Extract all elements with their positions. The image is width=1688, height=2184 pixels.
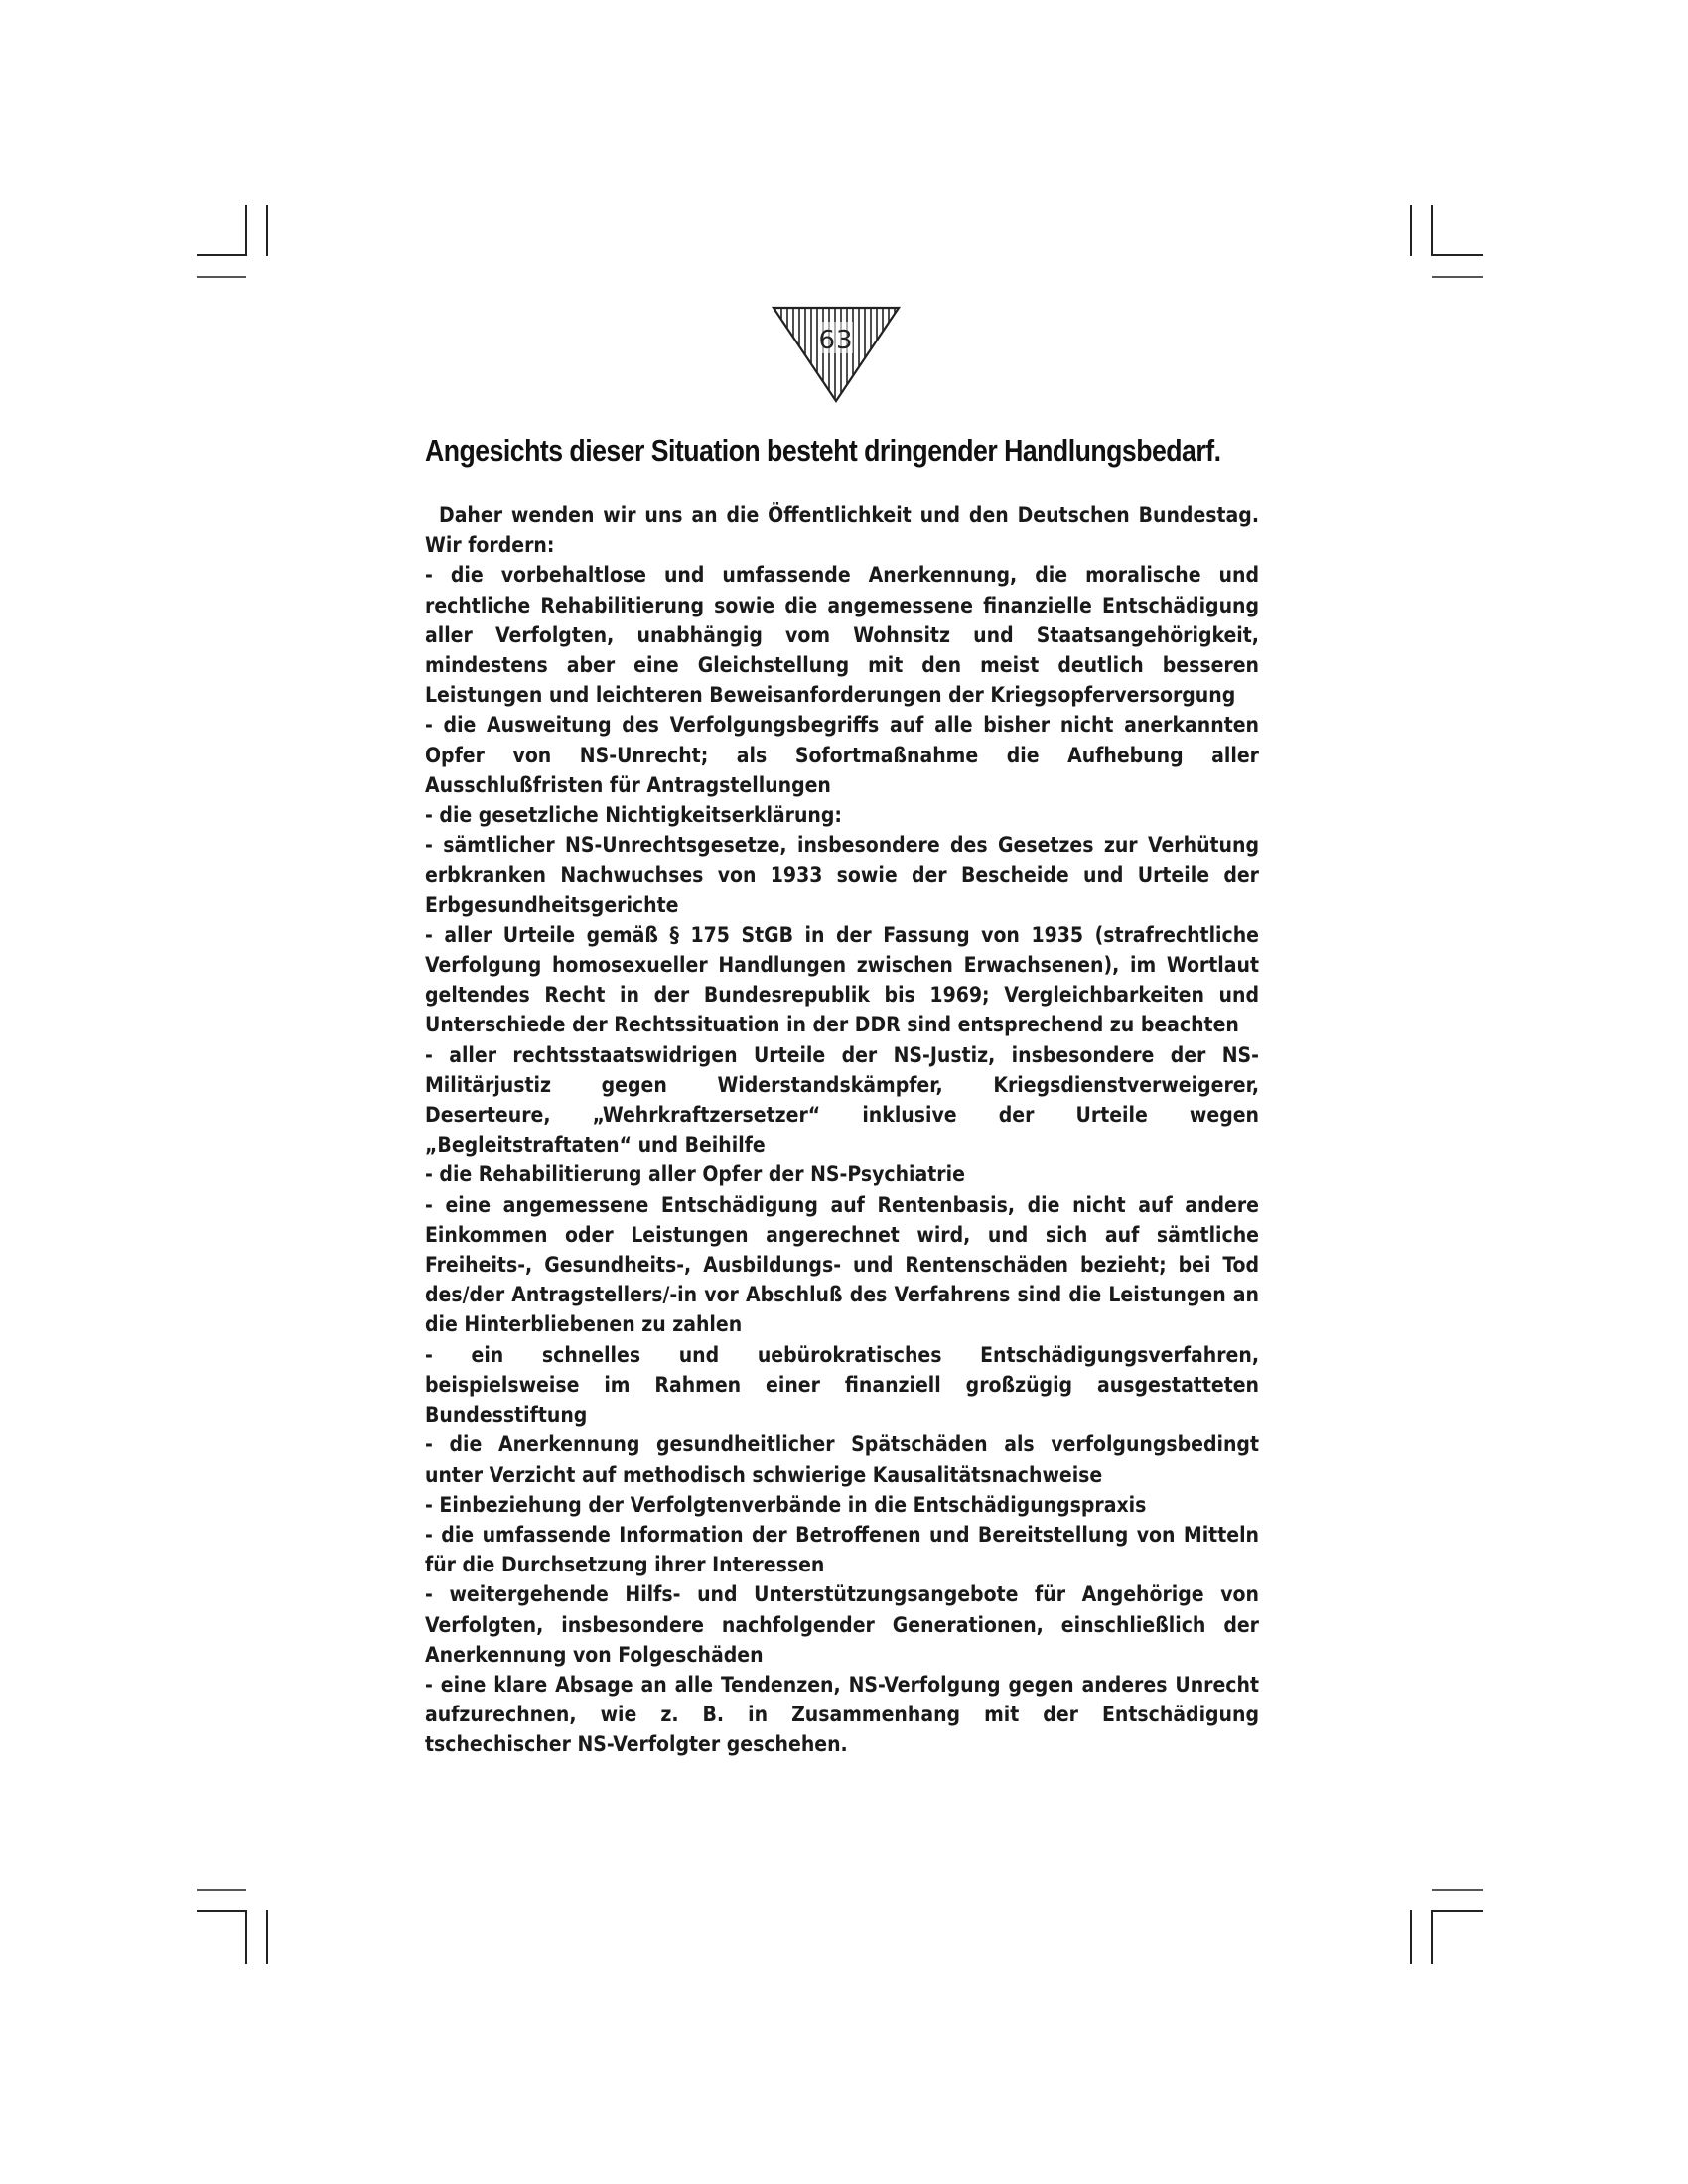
intro-paragraph: Daher wenden wir uns an die Öffentlichkeit und den Deutschen Bundestag. Wir fordern: [425, 503, 1259, 558]
demand-item: - die Anerkennung gesundheitlicher Spätschäden als verfolgungsbedingt unter Verzicht auf methodisch schwierige Kausalitätsnachweise [425, 1433, 1259, 1487]
demand-item: - Einbeziehung der Verfolgtenverbände in die Entschädigungspraxis [425, 1492, 1147, 1517]
crop-mark-top-right-vertical-outer [1431, 205, 1433, 256]
crop-mark-top-right-bleed [1432, 276, 1483, 278]
crop-mark-bottom-left-vertical-outer [245, 1910, 247, 1964]
crop-mark-bottom-left-bleed [197, 1889, 246, 1891]
crop-mark-bottom-right-vertical-inner [1410, 1910, 1412, 1964]
demand-item: - die vorbehaltlose und umfassende Anerkennung, die moralische und rechtliche Rehabilitierung sowie die angemessene finanzielle Entschädigung aller Verfolgten, unabhängig vom Wohnsitz und Staatsangehörigkeit, mindestens aber eine Gleichstellung mit den meist deutlich besseren Leistungen und leichteren Beweisanforderungen der Kriegsopferversorgung [425, 563, 1259, 708]
crop-mark-bottom-right-vertical-outer [1431, 1910, 1433, 1964]
crop-mark-top-left-vertical-inner [266, 205, 268, 256]
demand-item: - die umfassende Information der Betroffenen und Bereitstellung von Mitteln für die Durchsetzung ihrer Interessen [425, 1522, 1259, 1577]
section-heading: Angesichts dieser Situation besteht dringender Handlungsbedarf. [425, 433, 1221, 468]
page-number-badge [772, 306, 901, 403]
crop-mark-top-right-horizontal [1432, 254, 1483, 256]
crop-mark-bottom-right-horizontal [1432, 1910, 1483, 1912]
demand-item: - eine klare Absage an alle Tendenzen, NS-Verfolgung gegen anderes Unrecht aufzurechnen, wie z. B. in Zusammenhang mit der Entschädigung tschechischer NS-Verfolgter geschehen. [425, 1672, 1259, 1757]
body-text [425, 500, 1259, 1760]
crop-mark-bottom-left-horizontal [197, 1910, 246, 1912]
document-body [425, 431, 1259, 1760]
crop-mark-top-left-vertical-outer [245, 205, 247, 256]
demand-item: - ein schnelles und uebürokratisches Entschädigungsverfahren, beispielsweise im Rahmen einer finanziell großzügig ausgestatteten Bundesstiftung [425, 1342, 1259, 1428]
crop-mark-top-left-bleed [197, 276, 246, 278]
demand-item: - weitergehende Hilfs- und Unterstützungsangebote für Angehörige von Verfolgten, insbesondere nachfolgender Generationen, einschließlich der Anerkennung von Folgeschäden [425, 1582, 1259, 1667]
crop-mark-top-right-vertical-inner [1410, 205, 1412, 256]
demand-item: - die gesetzliche Nichtigkeitserklärung: [425, 803, 842, 828]
demand-item: - sämtlicher NS-Unrechtsgesetze, insbesondere des Gesetzes zur Verhütung erbkranken Nachwuchses von 1933 sowie der Bescheide und Urteile der Erbgesundheitsgerichte [425, 833, 1259, 917]
demand-item: - aller Urteile gemäß § 175 StGB in der Fassung von 1935 (strafrechtliche Verfolgung homosexueller Handlungen zwischen Erwachsenen), im Wortlaut geltendes Recht in der Bundesrepublik bis 1969; Vergleichbarkeiten und Unterschiede der Rechtssituation in der DDR sind entsprechend zu beachten [425, 922, 1259, 1037]
crop-mark-bottom-left-vertical-inner [266, 1910, 268, 1964]
demand-item: - die Rehabilitierung aller Opfer der NS-Psychiatrie [425, 1162, 965, 1187]
page-number: 63 [818, 326, 854, 355]
demand-item: - eine angemessene Entschädigung auf Rentenbasis, die nicht auf andere Einkommen oder Leistungen angerechnet wird, und sich auf sämtliche Freiheits-, Gesundheits-, Ausbildungs- und Rentenschäden bezieht; bei Tod des/der Antragstellers/-in vor Abschluß des Verfahrens sind die Leistungen an die Hinterbliebenen zu zahlen [425, 1192, 1259, 1337]
demand-item: - die Ausweitung des Verfolgungsbegriffs auf alle bisher nicht anerkannten Opfer von NS-Unrecht; als Sofortmaßnahme die Aufhebung aller Ausschlußfristen für Antragstellungen [425, 713, 1259, 797]
crop-mark-bottom-right-bleed [1432, 1889, 1483, 1891]
demand-item: - aller rechtsstaatswidrigen Urteile der NS-Justiz, insbesondere der NS-Militärjustiz gegen Widerstandskämpfer, Kriegsdienstverweigerer, Deserteure, „Wehrkraftzersetzer“ inklusive der Urteile wegen „Begleitstraftaten“ und Beihilfe [425, 1042, 1259, 1158]
crop-mark-top-left-horizontal [197, 254, 246, 256]
